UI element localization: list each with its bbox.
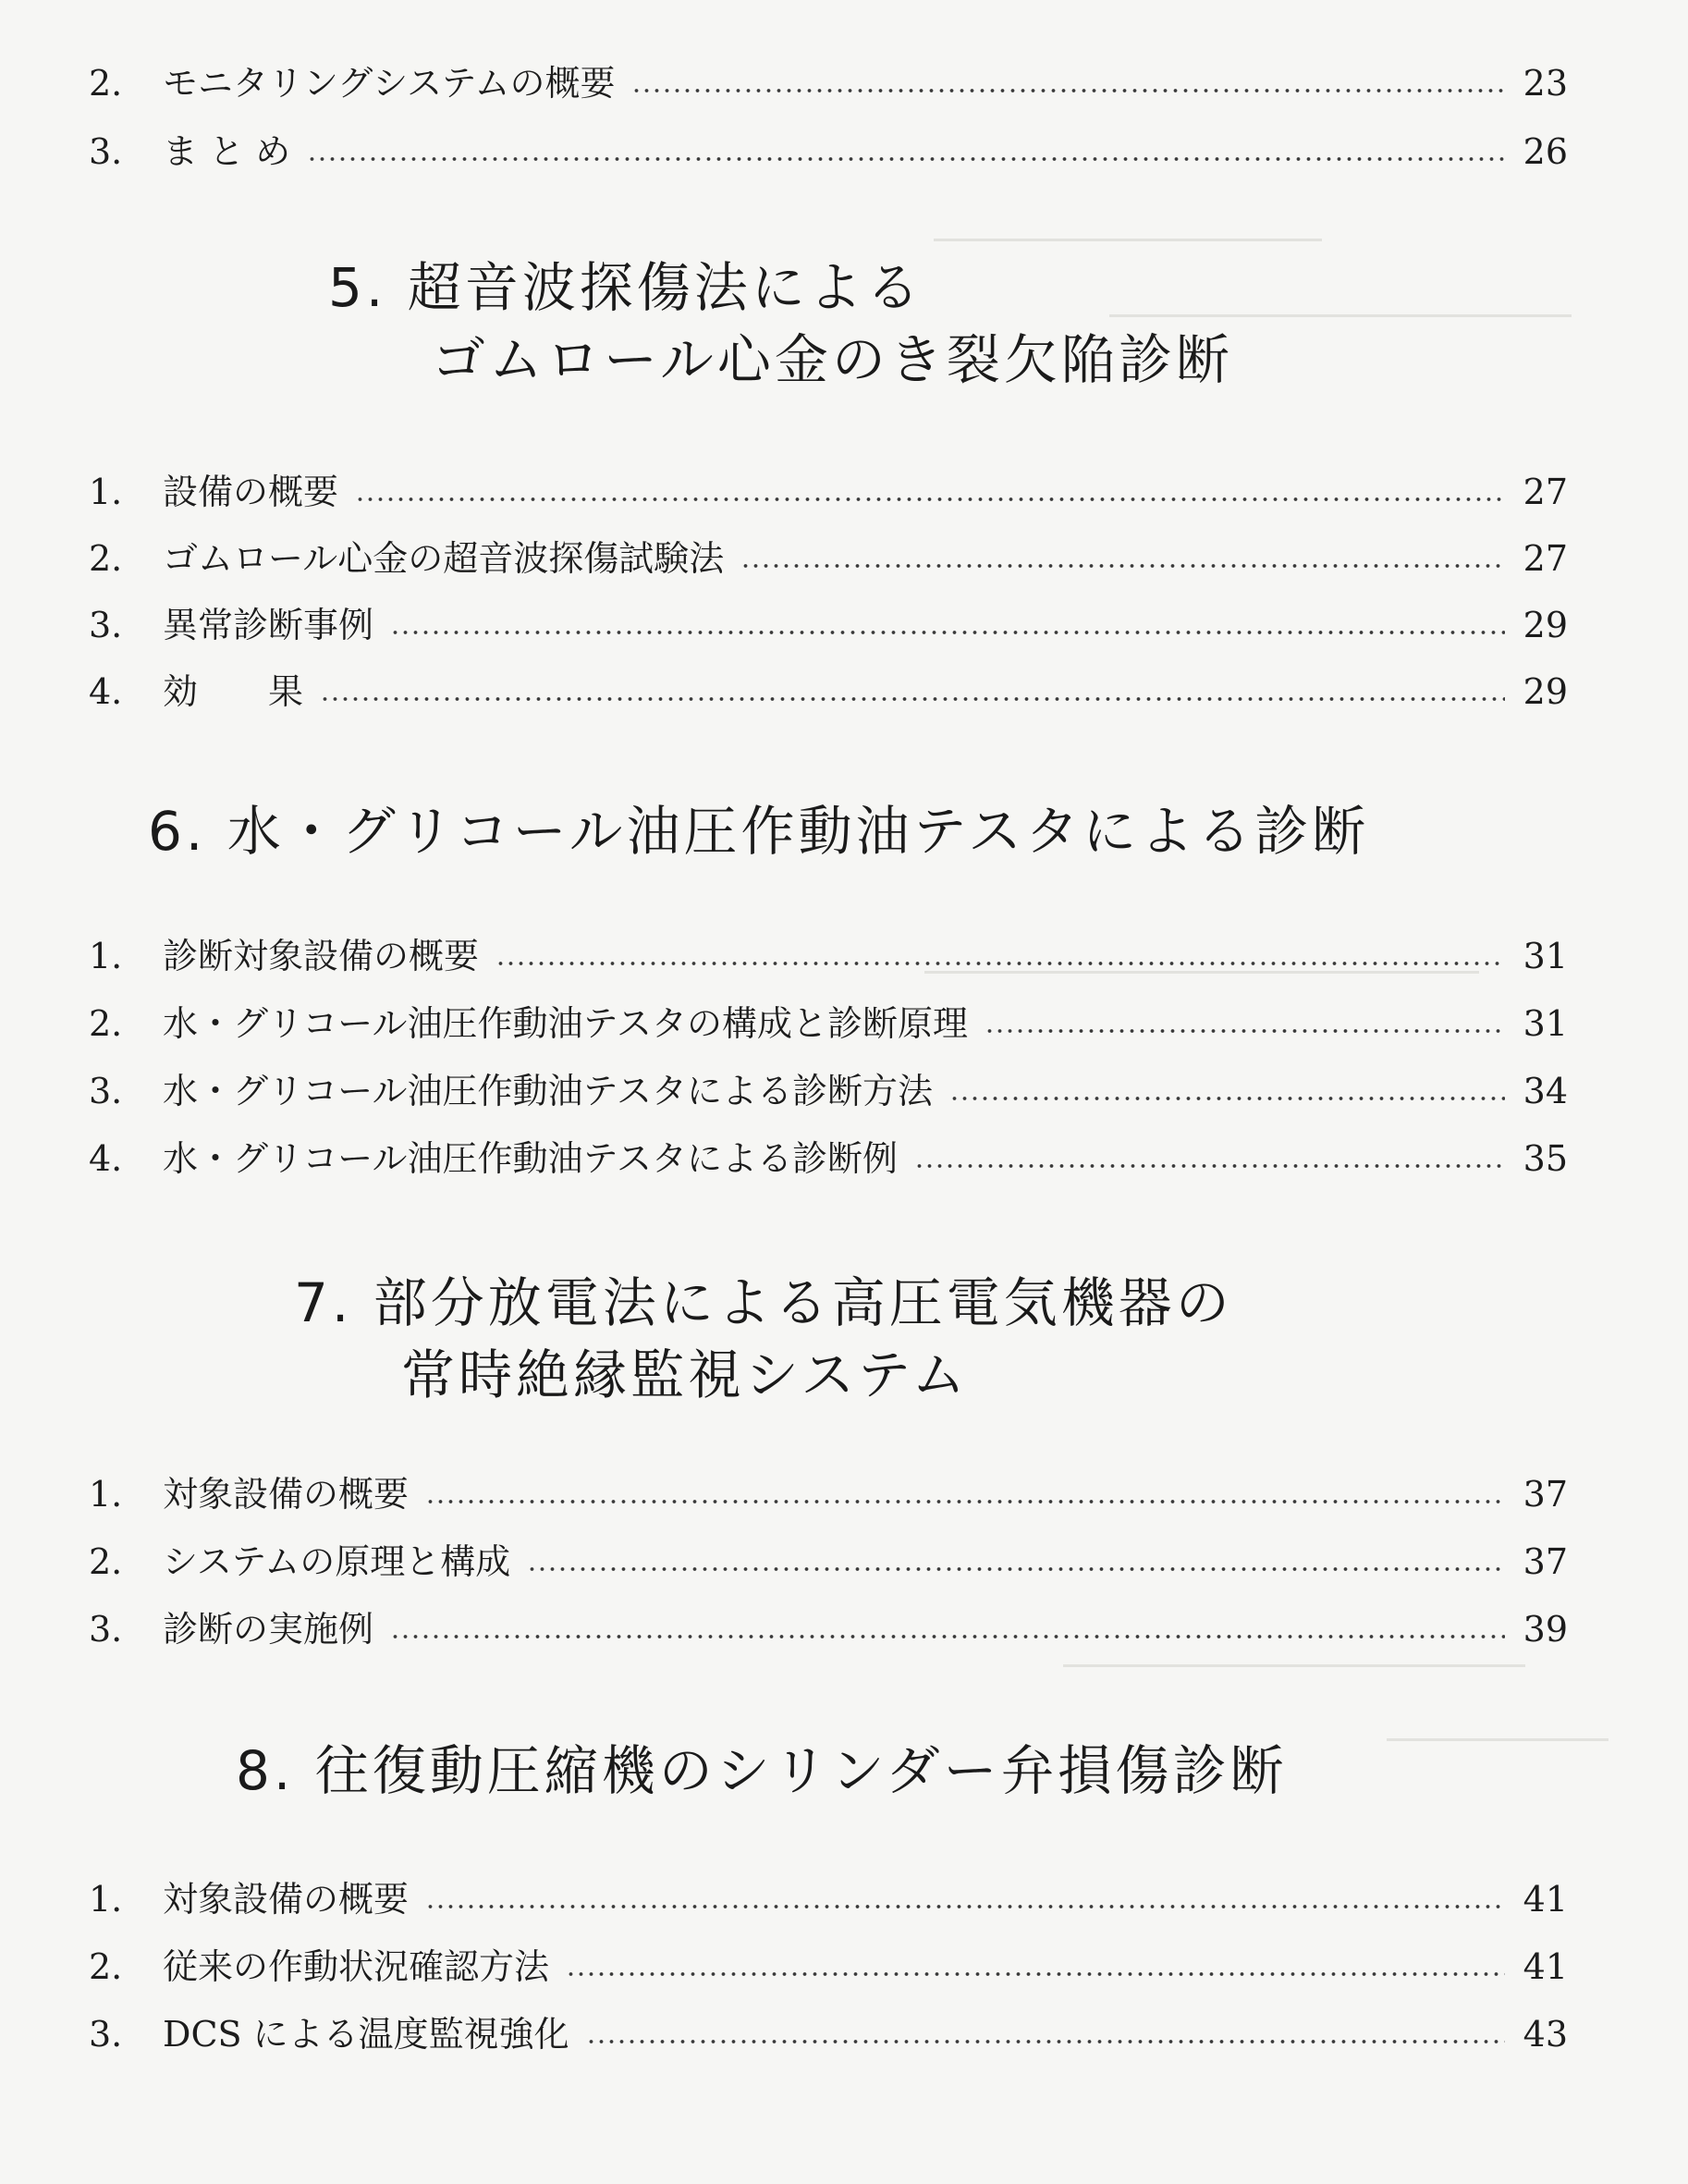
- entry-title: 異常診断事例: [163, 605, 374, 645]
- entry-page: 27: [1523, 472, 1568, 512]
- entry-title: システムの原理と構成: [163, 1541, 511, 1582]
- section-heading-8: [236, 1735, 1287, 1807]
- entry-number: 4.: [89, 1138, 123, 1179]
- dot-leader: [390, 630, 1505, 635]
- entry-page: 37: [1523, 1541, 1568, 1582]
- section-heading-6: [148, 795, 1369, 867]
- toc-entry[interactable]: [89, 536, 1568, 581]
- entry-page: 27: [1523, 538, 1568, 579]
- entry-page: 29: [1523, 671, 1568, 712]
- entry-title: モニタリングシステムの概要: [163, 63, 616, 104]
- toc-entry[interactable]: [89, 61, 1568, 105]
- entry-page: 41: [1523, 1946, 1568, 1987]
- entry-number: 2.: [89, 1946, 123, 1987]
- dot-leader: [307, 156, 1505, 162]
- entry-title: 診断対象設備の概要: [163, 936, 480, 976]
- entry-number: 3.: [89, 1609, 123, 1650]
- entry-page: 43: [1523, 2014, 1568, 2055]
- entry-page: 31: [1523, 936, 1568, 976]
- section-heading-7: [294, 1267, 1233, 1411]
- entry-page: 41: [1523, 1879, 1568, 1920]
- entry-title: DCS による温度監視強化: [163, 2014, 569, 2055]
- entry-title: ゴムロール心金の超音波探傷試験法: [163, 538, 725, 579]
- dot-leader: [985, 1028, 1505, 1034]
- entry-number: 2.: [89, 63, 123, 104]
- entry-number: 2.: [89, 538, 123, 579]
- entry-title: 効 果: [163, 671, 304, 712]
- bleed-through-mark: [1387, 1738, 1608, 1741]
- toc-entry[interactable]: [89, 1001, 1568, 1046]
- toc-entry[interactable]: [89, 669, 1568, 714]
- toc-entry[interactable]: [89, 1472, 1568, 1516]
- dot-leader: [914, 1163, 1505, 1169]
- entry-title: 対象設備の概要: [163, 1474, 410, 1515]
- entry-number: 1.: [89, 936, 123, 976]
- entry-number: 3.: [89, 1071, 123, 1111]
- dot-leader: [586, 2039, 1505, 2044]
- entry-number: 1.: [89, 472, 123, 512]
- entry-page: 39: [1523, 1609, 1568, 1650]
- toc-entry[interactable]: [89, 1877, 1568, 1921]
- heading-line: 7. 部分放電法による高圧電気機器の: [294, 1271, 1233, 1334]
- entry-number: 2.: [89, 1541, 123, 1582]
- entry-number: 3.: [89, 605, 123, 645]
- entry-number: 4.: [89, 671, 123, 712]
- bleed-through-mark: [1063, 1664, 1525, 1667]
- heading-line: 5. 超音波探傷法による: [328, 256, 924, 319]
- entry-page: 35: [1523, 1138, 1568, 1179]
- dot-leader: [566, 1971, 1505, 1977]
- toc-entry[interactable]: [89, 1136, 1568, 1181]
- entry-title: 水・グリコール油圧作動油テスタによる診断例: [163, 1138, 898, 1179]
- toc-entry[interactable]: [89, 1607, 1568, 1651]
- toc-entry[interactable]: [89, 934, 1568, 978]
- toc-entry[interactable]: [89, 1069, 1568, 1113]
- entry-page: 23: [1523, 63, 1568, 104]
- entry-title: 対象設備の概要: [163, 1879, 410, 1920]
- dot-leader: [390, 1634, 1505, 1639]
- heading-line: 6. 水・グリコール油圧作動油テスタによる診断: [148, 800, 1370, 863]
- entry-number: 3.: [89, 2014, 123, 2055]
- toc-entry[interactable]: [89, 603, 1568, 647]
- entry-title: 設備の概要: [163, 472, 339, 512]
- toc-entry[interactable]: [89, 129, 1568, 174]
- entry-title: 診断の実施例: [163, 1609, 374, 1650]
- entry-number: 1.: [89, 1474, 123, 1515]
- section-heading-5: [328, 252, 1233, 396]
- dot-leader: [495, 961, 1505, 966]
- heading-line: 8. 往復動圧縮機のシリンダー弁損傷診断: [236, 1739, 1288, 1802]
- dot-leader: [631, 88, 1505, 93]
- dot-leader: [425, 1499, 1505, 1504]
- entry-page: 34: [1523, 1071, 1568, 1111]
- entry-page: 37: [1523, 1474, 1568, 1515]
- heading-line: 常時絶縁監視システム: [401, 1344, 970, 1406]
- entry-page: 29: [1523, 605, 1568, 645]
- entry-number: 3.: [89, 131, 123, 172]
- dot-leader: [425, 1904, 1505, 1909]
- toc-entry[interactable]: [89, 2012, 1568, 2056]
- dot-leader: [320, 696, 1505, 702]
- dot-leader: [949, 1096, 1505, 1101]
- heading-line: ゴムロール心金のき裂欠陥診断: [432, 328, 1233, 391]
- entry-title: ま と め: [163, 131, 291, 172]
- dot-leader: [527, 1566, 1505, 1572]
- bleed-through-mark: [934, 239, 1322, 241]
- entry-number: 2.: [89, 1003, 123, 1044]
- entry-title: 水・グリコール油圧作動油テスタの構成と診断原理: [163, 1003, 968, 1044]
- dot-leader: [740, 563, 1505, 569]
- entry-page: 26: [1523, 131, 1568, 172]
- toc-entry[interactable]: [89, 1540, 1568, 1584]
- toc-entry[interactable]: [89, 1945, 1568, 1989]
- entry-title: 従来の作動状況確認方法: [163, 1946, 550, 1987]
- toc-entry[interactable]: [89, 470, 1568, 514]
- dot-leader: [355, 497, 1505, 502]
- entry-page: 31: [1523, 1003, 1568, 1044]
- entry-title: 水・グリコール油圧作動油テスタによる診断方法: [163, 1071, 933, 1111]
- entry-number: 1.: [89, 1879, 123, 1920]
